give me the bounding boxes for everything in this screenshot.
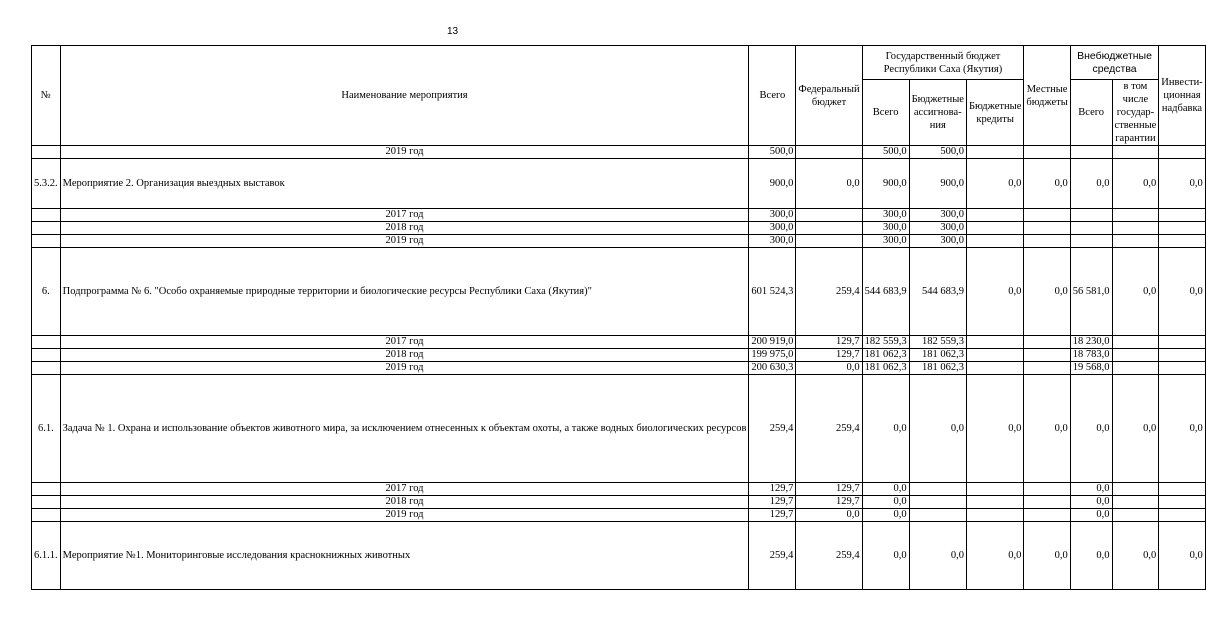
- cell-federal: 259,4: [796, 248, 862, 336]
- row-number: [32, 349, 61, 362]
- cell-st-total: 0,0: [862, 375, 909, 483]
- cell-ex-total: [1070, 235, 1112, 248]
- row-number: 5.3.2.: [32, 159, 61, 209]
- year-label: 2017 год: [60, 209, 749, 222]
- cell-invest: 0,0: [1159, 375, 1205, 483]
- cell-invest: [1159, 496, 1205, 509]
- cell-federal: 0,0: [796, 362, 862, 375]
- cell-ex-guar: [1112, 509, 1159, 522]
- cell-st-total: 181 062,3: [862, 349, 909, 362]
- cell-invest: [1159, 235, 1205, 248]
- cell-ex-total: 0,0: [1070, 522, 1112, 590]
- header-state-credit: Бюджетные кредиты: [966, 80, 1023, 146]
- cell-st-alloc: 181 062,3: [909, 349, 966, 362]
- cell-st-credit: [966, 146, 1023, 159]
- cell-total: 129,7: [749, 509, 796, 522]
- cell-local: [1024, 509, 1070, 522]
- cell-st-alloc: [909, 509, 966, 522]
- item-row: [32, 248, 1206, 336]
- row-number: 6.1.1.: [32, 522, 61, 590]
- cell-local: [1024, 235, 1070, 248]
- cell-ex-guar: [1112, 146, 1159, 159]
- item-row: [32, 522, 1206, 590]
- item-row: [32, 159, 1206, 209]
- cell-invest: [1159, 209, 1205, 222]
- item-name: Мероприятие 2. Организация выездных выставок: [60, 159, 749, 209]
- cell-st-alloc: 182 559,3: [909, 336, 966, 349]
- cell-total: 300,0: [749, 235, 796, 248]
- cell-st-total: 181 062,3: [862, 362, 909, 375]
- cell-total: 200 630,3: [749, 362, 796, 375]
- cell-ex-total: 0,0: [1070, 496, 1112, 509]
- cell-ex-total: 18 783,0: [1070, 349, 1112, 362]
- cell-st-total: 0,0: [862, 483, 909, 496]
- cell-invest: 0,0: [1159, 248, 1205, 336]
- year-row: [32, 496, 1206, 509]
- cell-ex-total: [1070, 146, 1112, 159]
- cell-total: 129,7: [749, 483, 796, 496]
- cell-st-credit: [966, 235, 1023, 248]
- cell-federal: [796, 235, 862, 248]
- cell-ex-total: 0,0: [1070, 509, 1112, 522]
- header-state-alloc: Бюджетные ассигнова-ния: [909, 80, 966, 146]
- year-row: [32, 349, 1206, 362]
- cell-st-credit: 0,0: [966, 522, 1023, 590]
- year-row: [32, 146, 1206, 159]
- cell-federal: 0,0: [796, 159, 862, 209]
- cell-st-credit: 0,0: [966, 159, 1023, 209]
- cell-st-credit: [966, 483, 1023, 496]
- cell-st-credit: 0,0: [966, 375, 1023, 483]
- item-row: [32, 375, 1206, 483]
- header-state-budget: Государственный бюджет Республики Саха (Якутия): [862, 46, 1024, 80]
- cell-federal: 259,4: [796, 522, 862, 590]
- year-row: [32, 483, 1206, 496]
- row-number: [32, 146, 61, 159]
- cell-ex-total: 0,0: [1070, 483, 1112, 496]
- cell-federal: 0,0: [796, 509, 862, 522]
- cell-st-credit: [966, 209, 1023, 222]
- year-label: 2018 год: [60, 349, 749, 362]
- header-state-total: Всего: [862, 80, 909, 146]
- header-num: №: [32, 46, 61, 146]
- cell-ex-total: 18 230,0: [1070, 336, 1112, 349]
- header-extrabudget: Внебюджетные средства: [1070, 46, 1159, 80]
- cell-invest: [1159, 336, 1205, 349]
- cell-local: [1024, 496, 1070, 509]
- cell-invest: [1159, 483, 1205, 496]
- header-name: Наименование мероприятия: [60, 46, 749, 146]
- year-row: [32, 235, 1206, 248]
- header-total: Всего: [749, 46, 796, 146]
- header-invest: Инвести-ционная надбавка: [1159, 46, 1205, 146]
- header-federal: Федеральный бюджет: [796, 46, 862, 146]
- header-extra-guarantee: в том числе государ-ственные гарантии: [1112, 80, 1159, 146]
- cell-federal: [796, 222, 862, 235]
- page-number: 13: [446, 26, 459, 37]
- cell-total: 200 919,0: [749, 336, 796, 349]
- cell-st-total: 0,0: [862, 509, 909, 522]
- budget-table: [31, 45, 1206, 590]
- cell-st-alloc: 544 683,9: [909, 248, 966, 336]
- item-name: Мероприятие №1. Мониторинговые исследования краснокнижных животных: [60, 522, 749, 590]
- row-number: [32, 362, 61, 375]
- row-number: [32, 222, 61, 235]
- cell-st-total: 300,0: [862, 235, 909, 248]
- cell-st-total: 0,0: [862, 522, 909, 590]
- year-row: [32, 222, 1206, 235]
- year-row: [32, 509, 1206, 522]
- cell-st-total: 544 683,9: [862, 248, 909, 336]
- cell-local: 0,0: [1024, 375, 1070, 483]
- cell-ex-guar: [1112, 349, 1159, 362]
- year-label: 2017 год: [60, 483, 749, 496]
- cell-total: 259,4: [749, 375, 796, 483]
- cell-federal: 129,7: [796, 496, 862, 509]
- cell-local: 0,0: [1024, 522, 1070, 590]
- cell-st-credit: 0,0: [966, 248, 1023, 336]
- year-label: 2019 год: [60, 362, 749, 375]
- cell-local: [1024, 349, 1070, 362]
- cell-st-alloc: 300,0: [909, 222, 966, 235]
- cell-total: 259,4: [749, 522, 796, 590]
- cell-st-alloc: 0,0: [909, 375, 966, 483]
- cell-st-alloc: [909, 483, 966, 496]
- cell-ex-guar: [1112, 209, 1159, 222]
- cell-st-alloc: [909, 496, 966, 509]
- cell-federal: [796, 146, 862, 159]
- year-label: 2018 год: [60, 496, 749, 509]
- cell-local: [1024, 336, 1070, 349]
- cell-local: 0,0: [1024, 248, 1070, 336]
- cell-st-total: 182 559,3: [862, 336, 909, 349]
- cell-st-credit: [966, 222, 1023, 235]
- year-label: 2019 год: [60, 146, 749, 159]
- cell-invest: [1159, 509, 1205, 522]
- cell-federal: 129,7: [796, 349, 862, 362]
- cell-invest: [1159, 362, 1205, 375]
- cell-federal: 129,7: [796, 336, 862, 349]
- cell-ex-guar: [1112, 235, 1159, 248]
- cell-ex-total: [1070, 209, 1112, 222]
- row-number: 6.: [32, 248, 61, 336]
- year-label: 2019 год: [60, 509, 749, 522]
- cell-local: [1024, 146, 1070, 159]
- cell-st-credit: [966, 362, 1023, 375]
- year-label: 2018 год: [60, 222, 749, 235]
- cell-local: [1024, 209, 1070, 222]
- cell-federal: [796, 209, 862, 222]
- cell-st-total: 300,0: [862, 209, 909, 222]
- cell-federal: 129,7: [796, 483, 862, 496]
- cell-ex-guar: 0,0: [1112, 248, 1159, 336]
- cell-ex-guar: [1112, 336, 1159, 349]
- cell-invest: 0,0: [1159, 522, 1205, 590]
- cell-st-credit: [966, 496, 1023, 509]
- cell-ex-guar: [1112, 362, 1159, 375]
- header-extra-total: Всего: [1070, 80, 1112, 146]
- cell-total: 900,0: [749, 159, 796, 209]
- cell-st-total: 0,0: [862, 496, 909, 509]
- row-number: [32, 509, 61, 522]
- row-number: [32, 483, 61, 496]
- header-local: Местные бюджеты: [1024, 46, 1070, 146]
- cell-ex-total: 0,0: [1070, 159, 1112, 209]
- cell-total: 300,0: [749, 209, 796, 222]
- cell-ex-guar: [1112, 222, 1159, 235]
- cell-total: 199 975,0: [749, 349, 796, 362]
- year-row: [32, 336, 1206, 349]
- year-row: [32, 209, 1206, 222]
- cell-st-total: 900,0: [862, 159, 909, 209]
- cell-ex-guar: 0,0: [1112, 159, 1159, 209]
- cell-local: [1024, 483, 1070, 496]
- cell-total: 601 524,3: [749, 248, 796, 336]
- cell-ex-guar: [1112, 496, 1159, 509]
- cell-local: [1024, 362, 1070, 375]
- item-name: Задача № 1. Охрана и использование объектов животного мира, за исключением отнесенных к объектам охоты, а также водных биологических ресурсов: [60, 375, 749, 483]
- cell-ex-total: 0,0: [1070, 375, 1112, 483]
- year-label: 2017 год: [60, 336, 749, 349]
- item-name: Подпрограмма № 6. "Особо охраняемые природные территории и биологические ресурсы Республики Саха (Якутия)": [60, 248, 749, 336]
- cell-ex-guar: 0,0: [1112, 522, 1159, 590]
- cell-ex-guar: 0,0: [1112, 375, 1159, 483]
- cell-st-alloc: 300,0: [909, 235, 966, 248]
- year-row: [32, 362, 1206, 375]
- cell-ex-total: [1070, 222, 1112, 235]
- row-number: 6.1.: [32, 375, 61, 483]
- year-label: 2019 год: [60, 235, 749, 248]
- cell-total: 500,0: [749, 146, 796, 159]
- cell-invest: 0,0: [1159, 159, 1205, 209]
- cell-local: 0,0: [1024, 159, 1070, 209]
- cell-st-alloc: 181 062,3: [909, 362, 966, 375]
- cell-total: 129,7: [749, 496, 796, 509]
- cell-local: [1024, 222, 1070, 235]
- row-number: [32, 235, 61, 248]
- cell-st-total: 300,0: [862, 222, 909, 235]
- cell-st-alloc: 500,0: [909, 146, 966, 159]
- row-number: [32, 336, 61, 349]
- cell-ex-total: 56 581,0: [1070, 248, 1112, 336]
- cell-st-total: 500,0: [862, 146, 909, 159]
- cell-invest: [1159, 222, 1205, 235]
- cell-total: 300,0: [749, 222, 796, 235]
- cell-st-credit: [966, 336, 1023, 349]
- cell-st-alloc: 0,0: [909, 522, 966, 590]
- cell-st-credit: [966, 509, 1023, 522]
- row-number: [32, 496, 61, 509]
- cell-st-alloc: 900,0: [909, 159, 966, 209]
- cell-ex-guar: [1112, 483, 1159, 496]
- cell-st-credit: [966, 349, 1023, 362]
- cell-federal: 259,4: [796, 375, 862, 483]
- row-number: [32, 209, 61, 222]
- cell-invest: [1159, 146, 1205, 159]
- cell-st-alloc: 300,0: [909, 209, 966, 222]
- cell-invest: [1159, 349, 1205, 362]
- cell-ex-total: 19 568,0: [1070, 362, 1112, 375]
